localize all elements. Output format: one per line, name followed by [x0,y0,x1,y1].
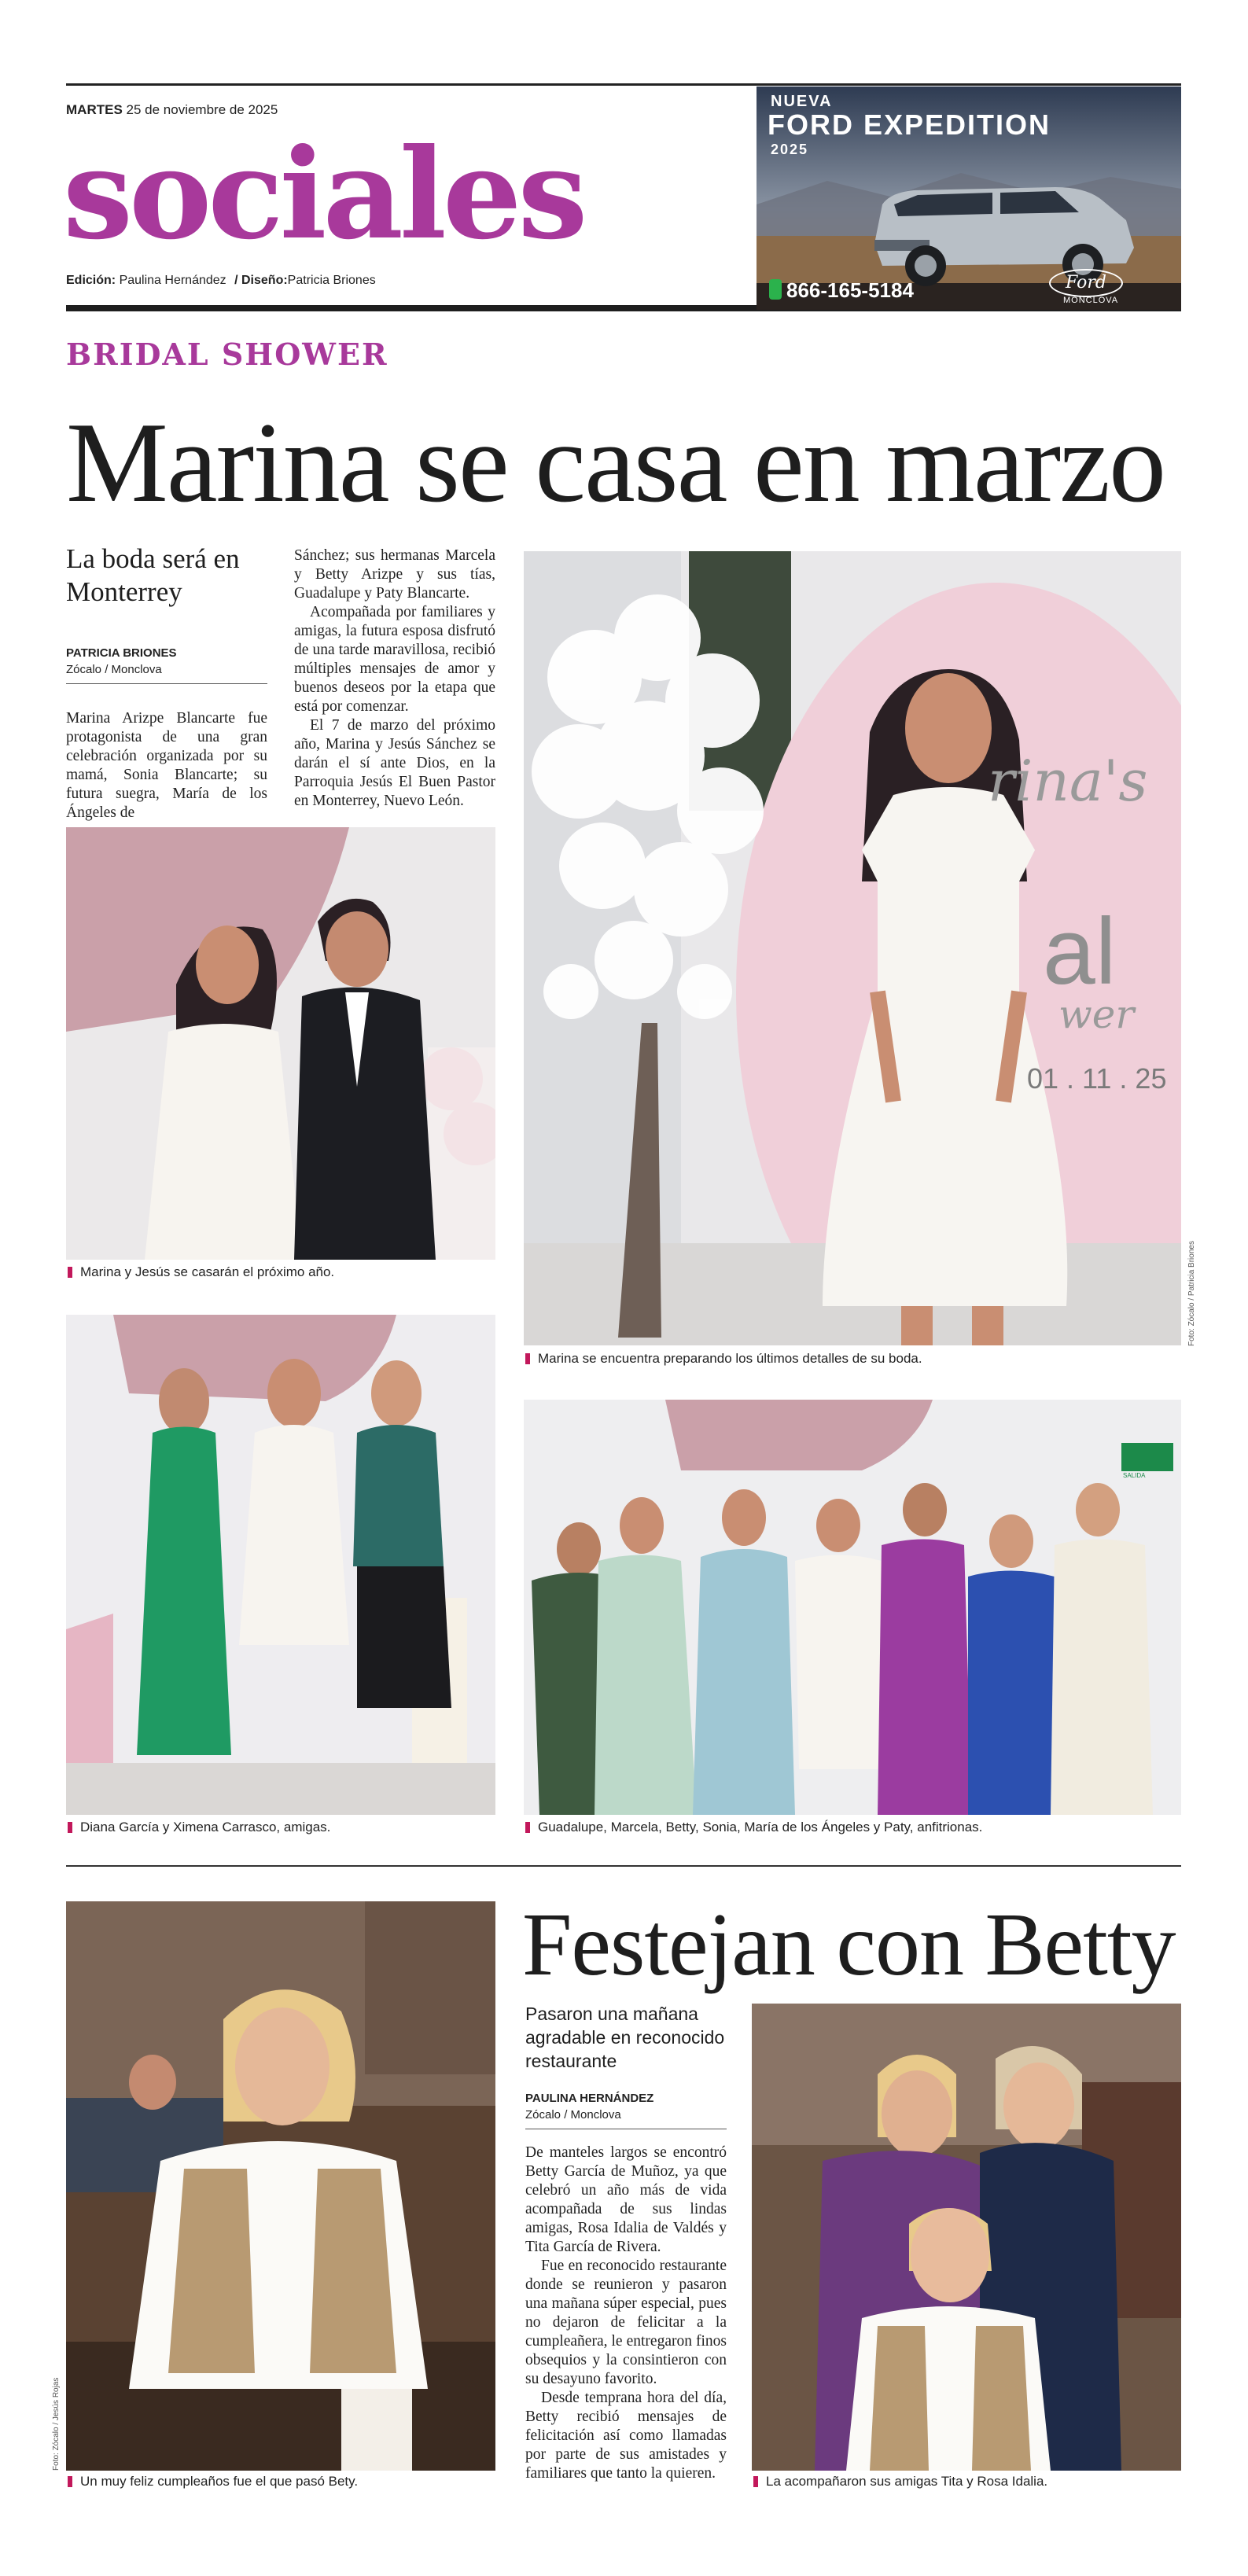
backdrop-date: 01 . 11 . 25 [1027,1062,1167,1095]
ford-ad[interactable] [757,86,1181,310]
photo-group [524,1400,1181,1815]
article2-photo-credit: Foto: Zócalo / Jesús Rojas [52,2377,61,2471]
backdrop-text-1: rina's [988,748,1148,814]
caption-friends-text: Diana García y Ximena Carrasco, amigas. [80,1820,331,1834]
backdrop-text-3: wer [1058,992,1135,1037]
edition-label: Edición: [66,274,116,287]
caption-bride [525,1351,922,1367]
section-title: sociales [63,122,584,267]
phone-icon [769,279,782,300]
article1-col2-p1: Sánchez; sus hermanas Marcela y Betty Arizpe y sus tías, Guadalupe y Paty Blancarte. [294,547,495,602]
top-rule [66,83,1181,86]
backdrop-text-2: al [1043,899,1117,1004]
article1-column-1 [66,709,267,822]
article1-col1-text: Marina Arizpe Blancarte fue protagonista de una gran celebración organizada por su mamá, Sonia Blancarte; su futura suegra, María de los Ángeles de [66,710,267,821]
caption-bride-text: Marina se encuentra preparando los últimos detalles de su boda. [538,1351,922,1366]
article2-p1: De manteles largos se encontró Betty García de Muñoz, ya que celebró un año más de vida acompañada de sus lindas amigas, Rosa Idalia de Valdés y Tita García de Rivera. [525,2144,727,2255]
photo-friends [66,1315,495,1815]
caption-couple [68,1264,334,1280]
caption-betty-friends [753,2474,1047,2490]
caption-bullet [68,1822,72,1833]
caption-betty [68,2474,358,2490]
date-line [66,102,278,118]
photo-betty-friends [752,2004,1181,2471]
byline-rule [66,683,267,684]
date-text: 25 de noviembre de 2025 [126,102,278,117]
article1-kicker: BRIDAL SHOWER [66,337,388,372]
section-divider [66,1865,1181,1867]
caption-friends [68,1820,330,1835]
caption-bullet [525,1353,530,1364]
caption-group-text: Guadalupe, Marcela, Betty, Sonia, María de los Ángeles y Paty, anfitrionas. [538,1820,983,1834]
article1-column-2 [294,546,495,811]
article1-photo-credit: Foto: Zócalo / Patricia Briones [1187,1241,1196,1346]
article1-headline: Marina se casa en marzo [66,399,1165,526]
article2-body [525,2144,727,2483]
ford-logo [1049,269,1123,297]
article2-subhead: Pasaron una mañana agradable en reconocido restaurante [525,2004,725,2071]
caption-bullet [525,1822,530,1833]
design-label: / Diseño: [234,274,288,287]
ad-tag: NUEVA [771,93,833,110]
caption-betty-text: Un muy feliz cumpleaños fue el que pasó Bety. [80,2474,359,2489]
article1-subhead: La boda será en Monterrey [66,543,240,607]
edition-name: Paulina Hernández [119,274,226,287]
article1-outlet: Zócalo / Monclova [66,663,162,676]
article1-col2-p2: Acompañada por familiares y amigas, la futura esposa disfrutó de una tarde maravillosa, recibió múltiples mensajes de amor y buenos deseos por la etapa que está por comenzar. [294,604,495,715]
caption-group [525,1820,982,1835]
caption-bullet [68,1267,72,1278]
ad-phone[interactable]: 866-165-5184 [786,278,914,302]
design-name: Patricia Briones [287,274,376,287]
ad-brand: Ford [1066,273,1106,293]
article2-p2: Fue en reconocido restaurante donde se reunieron y pasaron una mañana súper especial, pues no dejaron de felicitar a la cumpleañera, le entregaron finos obsequios y la consintieron con su desayuno favorito. [525,2258,727,2387]
article2-author: PAULINA HERNÁNDEZ [525,2092,654,2105]
article2-headline: Festejan con Betty [522,1894,1176,1994]
caption-betty-friends-text: La acompañaron sus amigas Tita y Rosa Idalia. [766,2474,1048,2489]
caption-couple-text: Marina y Jesús se casarán el próximo año. [80,1264,335,1279]
article2-p3: Desde temprana hora del día, Betty recibió mensajes de felicitación así como llamadas por parte de sus amistades y familiares que tanto la quieren. [525,2390,727,2482]
exit-sign: SALIDA [1123,1472,1146,1479]
article2-outlet: Zócalo / Monclova [525,2108,621,2122]
article1-author: PATRICIA BRIONES [66,646,177,660]
article1-col2-p3: El 7 de marzo del próximo año, Marina y Jesús Sánchez se darán el sí ante Dios, en la Parroquia Jesús El Buen Pastor en Monterrey, Nuevo León. [294,717,495,809]
ad-year: 2025 [771,142,809,157]
credits-line [66,274,376,288]
date-day: MARTES [66,102,123,117]
photo-couple [66,827,495,1260]
ad-model: FORD EXPEDITION [768,109,1051,141]
photo-bride [524,551,1181,1345]
caption-bullet [68,2476,72,2487]
caption-bullet [753,2476,758,2487]
ad-dealer: MONCLOVA [1063,296,1119,305]
photo-betty [66,1901,495,2471]
